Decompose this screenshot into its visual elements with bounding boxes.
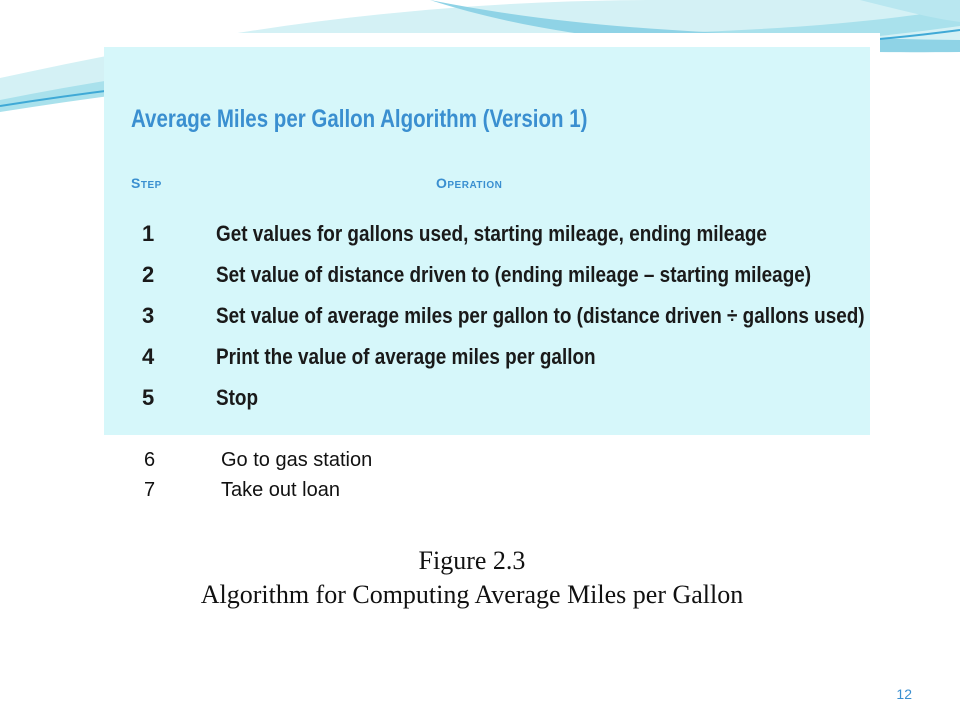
- step-column-header: Step: [131, 175, 162, 191]
- figure-caption: [0, 544, 944, 612]
- added-step-operation: Go to gas station: [221, 448, 373, 471]
- step-number: 3: [142, 303, 155, 328]
- algorithm-step-row: [142, 303, 960, 344]
- figure-image: [104, 33, 880, 443]
- added-step-operation: Take out loan: [221, 478, 340, 501]
- step-operation: Stop: [216, 385, 259, 410]
- step-number: 2: [142, 262, 155, 287]
- step-number: 4: [142, 344, 155, 369]
- added-steps-list: [144, 445, 372, 505]
- added-step-number: 6: [144, 448, 156, 471]
- step-operation: Get values for gallons used, starting mileage, ending mileage: [216, 221, 767, 246]
- added-step-row: [144, 475, 372, 505]
- step-operation: Set value of distance driven to (ending mileage – starting mileage): [216, 262, 812, 287]
- caption-figure-description: Algorithm for Computing Average Miles per Gallon: [200, 580, 744, 609]
- added-step-number: 7: [144, 478, 156, 501]
- figure-panel: [104, 47, 870, 435]
- algorithm-step-row: [142, 262, 960, 303]
- step-operation: Print the value of average miles per gallon: [216, 344, 596, 369]
- algorithm-step-row: [142, 344, 960, 385]
- algorithm-step-row: [142, 385, 960, 426]
- step-number: 5: [142, 385, 155, 410]
- algorithm-step-row: [142, 221, 960, 262]
- operation-column-header: Operation: [436, 175, 503, 191]
- added-step-row: [144, 445, 372, 475]
- figure-title: Average Miles per Gallon Algorithm (Version 1): [131, 105, 588, 133]
- step-operation: Set value of average miles per gallon to (distance driven ÷ gallons used): [216, 303, 865, 328]
- slide-number: 12: [896, 686, 912, 702]
- algorithm-steps-list: [142, 221, 960, 426]
- caption-figure-number: Figure 2.3: [418, 546, 526, 575]
- step-number: 1: [142, 221, 155, 246]
